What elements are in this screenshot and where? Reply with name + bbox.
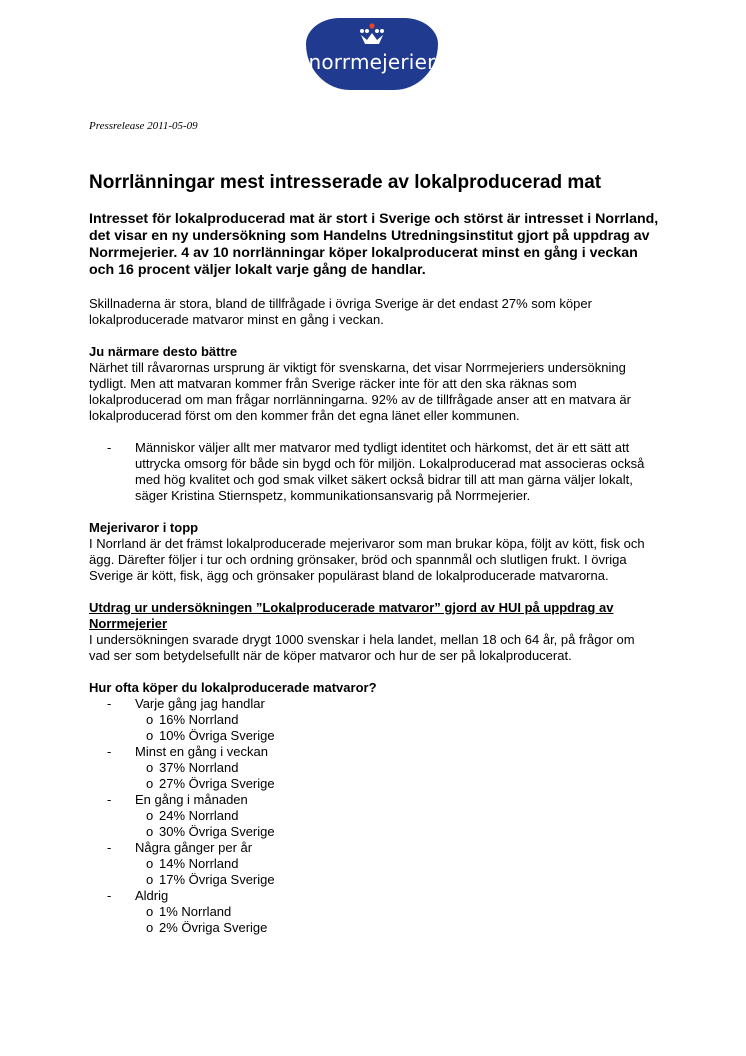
sub-list-item [89,728,659,744]
dash-bullet: - [107,888,112,903]
crown-icon [356,22,388,50]
circle-bullet: o [146,712,154,727]
norrland-value: 14% Norrland [159,856,239,871]
norrland-value: 37% Norrland [159,760,239,775]
ovriga-value: 10% Övriga Sverige [159,728,275,743]
dash-bullet: - [107,440,112,455]
ovriga-value: 2% Övriga Sverige [159,920,268,935]
dash-bullet: - [107,696,112,711]
list-item [89,696,659,744]
section-utdrag [89,600,659,664]
norrmejerier-logo [306,18,438,90]
list-item [89,888,659,936]
dash-bullet: - [107,792,112,807]
ovriga-value: 27% Övriga Sverige [159,776,275,791]
norrland-value: 1% Norrland [159,904,232,919]
list-item-label: En gång i månaden [135,792,248,807]
intro-paragraph: Skillnaderna är stora, bland de tillfrågade i övriga Sverige är det endast 27% som köper lokalproducerade matvaror minst en gång i veckan. [89,296,592,327]
section-heading: Mejerivaror i topp [89,520,199,535]
section-ju-narmare [89,344,659,424]
sub-list-item [89,808,659,824]
section-heading: Utdrag ur undersökningen ”Lokalproducerade matvaror” gjord av HUI på uppdrag av Norrmejerier [89,600,614,631]
press-release-body [89,120,659,936]
ovriga-value: 17% Övriga Sverige [159,872,275,887]
lead-paragraph: Intresset för lokalproducerad mat är stort i Sverige och störst är intresset i Norrland, det visar en ny undersökning som Handelns Utredningsinstitut gjort på uppdrag av Norrmejerier. 4 av 10 norrlänningar köper lokalproducerat minst en gång i veckan och 16 procent väljer lokalt varje gång de handlar. [89,211,659,278]
sub-list-item [89,856,659,872]
sub-list-item [89,712,659,728]
circle-bullet: o [146,776,154,791]
quote-paragraph [89,440,659,504]
list-item-label: Minst en gång i veckan [135,744,268,759]
dateline: Pressrelease 2011-05-09 [89,120,198,132]
list-item [89,744,659,792]
circle-bullet: o [146,760,154,775]
circle-bullet: o [146,872,154,887]
list-item-label: Aldrig [135,888,169,903]
section-body: Närhet till råvarornas ursprung är viktigt för svenskarna, det visar Norrmejeriers undersökning tydligt. Men att matvaran kommer från Sverige räcker inte för att den ska räknas som lokalproducerad om man frågar norrlänningarna. 92% av de tillfrågade anser att en matvara är lokalproducerad först om den kommer från det egna länet eller kommunen. [89,360,631,423]
circle-bullet: o [146,904,154,919]
sub-list-item [89,760,659,776]
section-body: I Norrland är det främst lokalproducerade mejerivaror som man brukar köpa, följt av kött, fisk och ägg. Därefter följer i tur och ordning grönsaker, bröd och spannmål och slutligen frukt. I övriga Sverige är kött, fisk, ägg och grönsaker populärast bland de lokalproducerade matvarorna. [89,536,645,583]
dash-bullet: - [107,840,112,855]
sub-list-item [89,824,659,840]
logo-text: norrmejerier [308,50,436,74]
circle-bullet: o [146,808,154,823]
sub-list-item [89,904,659,920]
question-heading: Hur ofta köper du lokalproducerade matvaror? [89,680,377,695]
section-body: I undersökningen svarade drygt 1000 svenskar i hela landet, mellan 18 och 64 år, på frågor om vad ser som betydelsefullt när de köper matvaror och hur de ser på lokalproducerat. [89,632,635,663]
list-item-label: Varje gång jag handlar [135,696,265,711]
ovriga-value: 30% Övriga Sverige [159,824,275,839]
frequency-list [89,696,659,936]
sub-list-item [89,776,659,792]
norrland-value: 24% Norrland [159,808,239,823]
list-item [89,792,659,840]
list-item [89,840,659,888]
dash-bullet: - [107,744,112,759]
circle-bullet: o [146,824,154,839]
section-heading: Ju närmare desto bättre [89,344,238,359]
sub-list-item [89,920,659,936]
sub-list-item [89,872,659,888]
headline: Norrlänningar mest intresserade av lokalproducerad mat [89,172,602,193]
norrland-value: 16% Norrland [159,712,239,727]
circle-bullet: o [146,920,154,935]
quote-text: Människor väljer allt mer matvaror med tydligt identitet och härkomst, det är ett sätt att uttrycka omsorg för både sin bygd och för miljön. Lokalproducerad mat associeras också med hög kvalitet och god smak vilket säkert också bidrar till att man gärna väljer lokalt, säger Kristina Stiernspetz, kommunikationsansvarig på Norrmejerier. [135,440,645,503]
list-item-label: Några gånger per år [135,840,253,855]
circle-bullet: o [146,856,154,871]
circle-bullet: o [146,728,154,743]
section-mejerivaror [89,520,659,584]
